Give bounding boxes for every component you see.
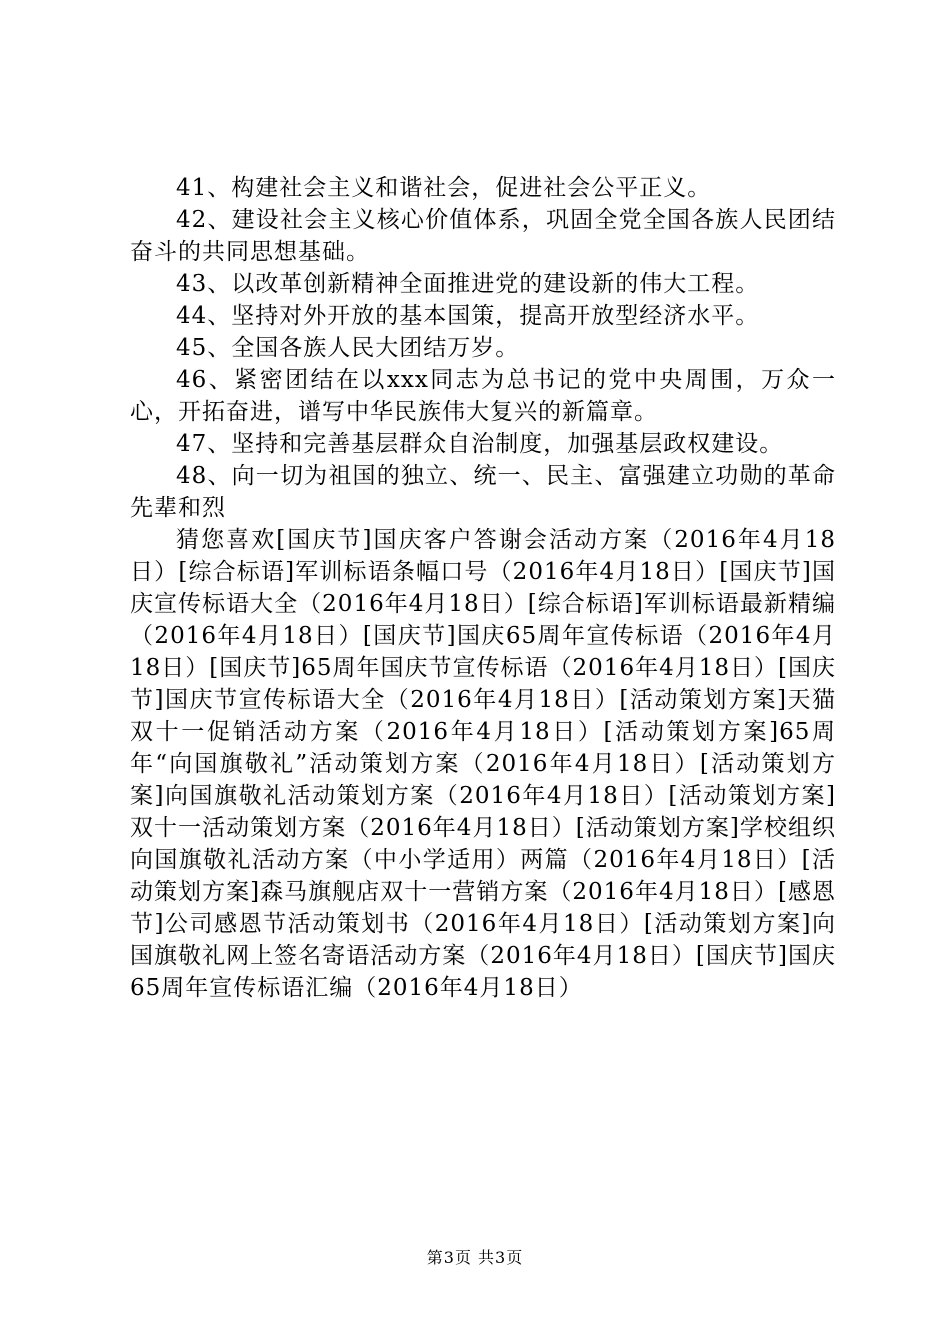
page-indicator: 第3页 共3页 bbox=[426, 1248, 524, 1267]
related-articles-paragraph: 猜您喜欢[国庆节]国庆客户答谢会活动方案（2016年4月18日）[综合标语]军训标语条幅口号（2016年4月18日）[国庆节]国庆宣传标语大全（2016年4月18日）[综合标语]军训标语最新精编（2016年4月18日）[国庆节]国庆65周年宣传标语（2016年4月18日）[国庆节]65周年国庆节宣传标语（2016年4月18日）[国庆节]国庆节宣传标语大全（2016年4月18日）[活动策划方案]天猫双十一促销活动方案（2016年4月18日）[活动策划方案]65周年“向国旗敬礼”活动策划方案（2016年4月18日）[活动策划方案]向国旗敬礼活动策划方案（2016年4月18日）[活动策划方案]双十一活动策划方案（2016年4月18日）[活动策划方案]学校组织向国旗敬礼活动方案（中小学适用）两篇（2016年4月18日）[活动策划方案]森马旗舰店双十一营销方案（2016年4月18日）[感恩节]公司感恩节活动策划书（2016年4月18日）[活动策划方案]向国旗敬礼网上签名寄语活动方案（2016年4月18日）[国庆节]国庆65周年宣传标语汇编（2016年4月18日） bbox=[130, 527, 836, 1001]
slogan-48: 48、向一切为祖国的独立、统一、民主、富强建立功勋的革命先辈和烈 bbox=[130, 463, 836, 521]
slogan-45: 45、全国各族人民大团结万岁。 bbox=[176, 335, 520, 361]
document-body bbox=[130, 172, 836, 1004]
slogan-46: 46、紧密团结在以xxx同志为总书记的党中央周围，万众一心，开拓奋进，谱写中华民族伟大复兴的新篇章。 bbox=[130, 367, 836, 425]
slogan-44: 44、坚持对外开放的基本国策，提高开放型经济水平。 bbox=[176, 303, 760, 329]
slogan-41: 41、构建社会主义和谐社会，促进社会公平正义。 bbox=[176, 175, 712, 201]
slogan-47: 47、坚持和完善基层群众自治制度，加强基层政权建设。 bbox=[176, 431, 784, 457]
slogan-43: 43、以改革创新精神全面推进党的建设新的伟大工程。 bbox=[176, 271, 760, 297]
slogan-42: 42、建设社会主义核心价值体系，巩固全党全国各族人民团结奋斗的共同思想基础。 bbox=[130, 207, 836, 265]
